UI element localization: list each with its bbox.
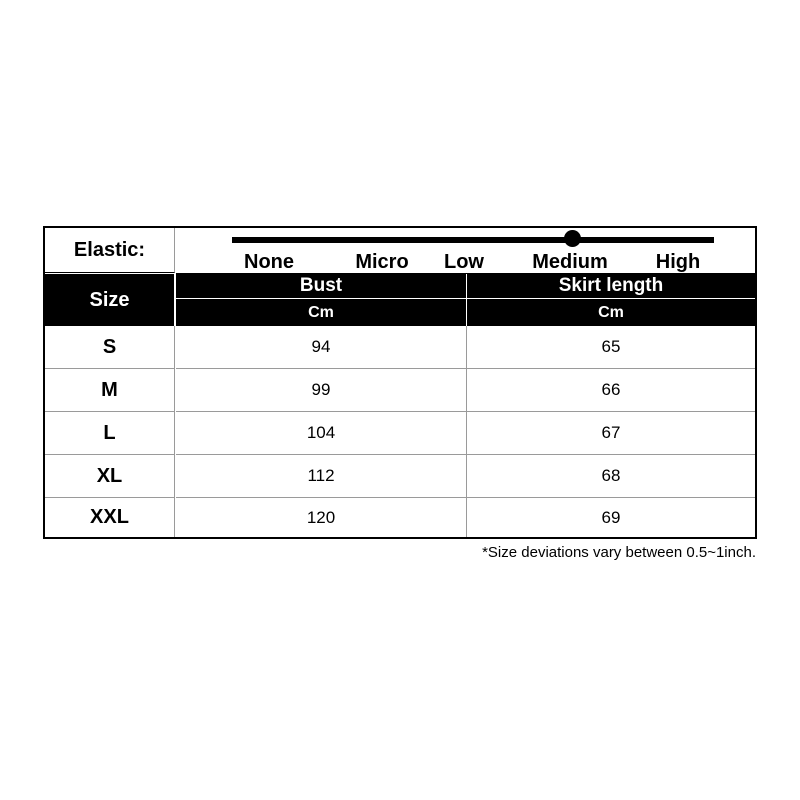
size-chart-table [43, 226, 757, 539]
elasticity-level-micro: Micro [355, 251, 409, 273]
table-row-bust: 112 [176, 455, 467, 498]
table-row-bust: 104 [176, 412, 467, 455]
elasticity-scale-line [232, 237, 714, 243]
header-skirt-length: Skirt length [467, 274, 755, 299]
table-row-bust: 99 [176, 369, 467, 412]
elasticity-marker [564, 230, 581, 247]
elasticity-level-low: Low [444, 251, 484, 273]
header-skirt-unit: Cm [467, 299, 755, 326]
size-deviation-note: *Size deviations vary between 0.5~1inch. [482, 544, 756, 561]
elasticity-level-none: None [244, 251, 294, 273]
table-row-skirt-length: 68 [467, 455, 755, 498]
table-row-size: S [45, 326, 175, 369]
table-row-skirt-length: 67 [467, 412, 755, 455]
header-bust-unit: Cm [176, 299, 467, 326]
table-row-bust: 120 [176, 498, 467, 537]
table-row-size: L [45, 412, 175, 455]
table-row-skirt-length: 65 [467, 326, 755, 369]
table-row-size: XL [45, 455, 175, 498]
table-row-size: M [45, 369, 175, 412]
table-row-skirt-length: 66 [467, 369, 755, 412]
table-row-size: XXL [45, 498, 175, 537]
table-row-bust: 94 [176, 326, 467, 369]
header-bust: Bust [176, 274, 467, 299]
elasticity-scale [176, 228, 755, 274]
header-size: Size [45, 274, 175, 326]
elasticity-level-high: High [655, 251, 701, 273]
table-row-skirt-length: 69 [601, 507, 621, 527]
elastic-label: Elastic: [45, 228, 175, 273]
elasticity-level-medium: Medium [532, 251, 608, 273]
